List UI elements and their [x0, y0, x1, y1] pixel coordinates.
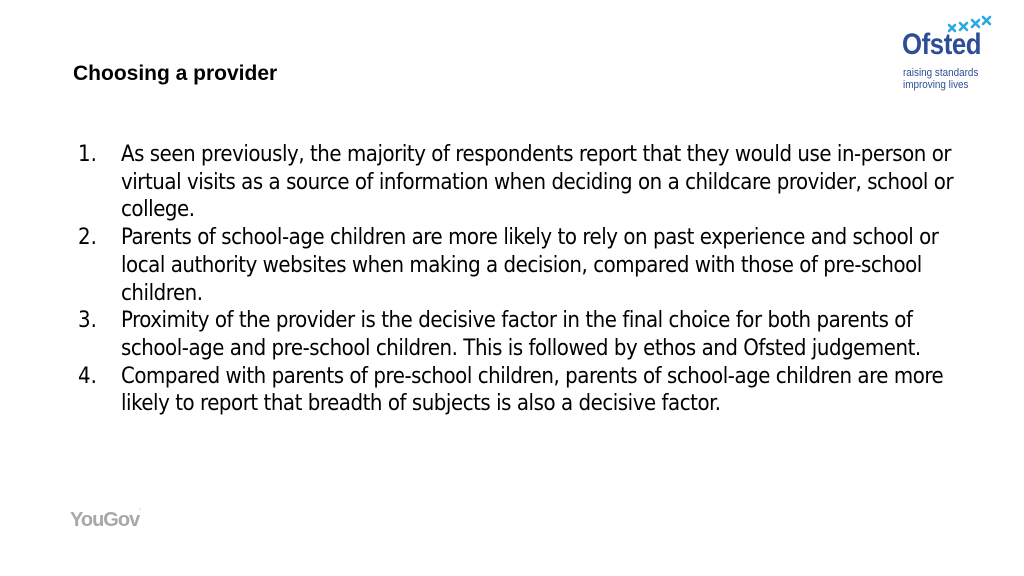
list-item-text: As seen previously, the majority of respondents report that they would use in-person or virtual visits as a source of information when deciding on a childcare provider, school or college.: [121, 142, 954, 223]
numbered-list: [78, 141, 958, 418]
list-item-number: 3.: [78, 308, 97, 334]
list-item: [78, 307, 958, 362]
slide-title: Choosing a provider: [73, 62, 278, 85]
list-item-number: 2.: [78, 225, 97, 251]
logo-wordmark: Ofsted: [902, 28, 982, 61]
list-item: [78, 363, 958, 418]
list-item: [78, 141, 958, 224]
list-item-text: Proximity of the provider is the decisive factor in the final choice for both parents of school-age and pre-school children. This is followed by ethos and Ofsted judgement.: [121, 308, 921, 361]
list-item: [78, 224, 958, 307]
logo-tagline-2: improving lives: [903, 79, 969, 91]
list-item-number: 1.: [78, 142, 97, 167]
list-item-text: Compared with parents of pre-school children, parents of school-age children are more likely to report that breadth of subjects is also a decisive factor.: [121, 363, 944, 417]
yougov-logo: [70, 509, 141, 532]
list-item-text: Parents of school-age children are more likely to rely on past experience and school or local authority websites when making a decision, compared with those of pre-school children.: [121, 225, 939, 306]
logo-tagline-1: raising standards: [903, 67, 979, 79]
yougov-mark: ': [139, 509, 141, 515]
yougov-wordmark: YouGov: [70, 509, 140, 531]
list-item-number: 4.: [78, 363, 97, 389]
ofsted-logo: [898, 14, 998, 94]
